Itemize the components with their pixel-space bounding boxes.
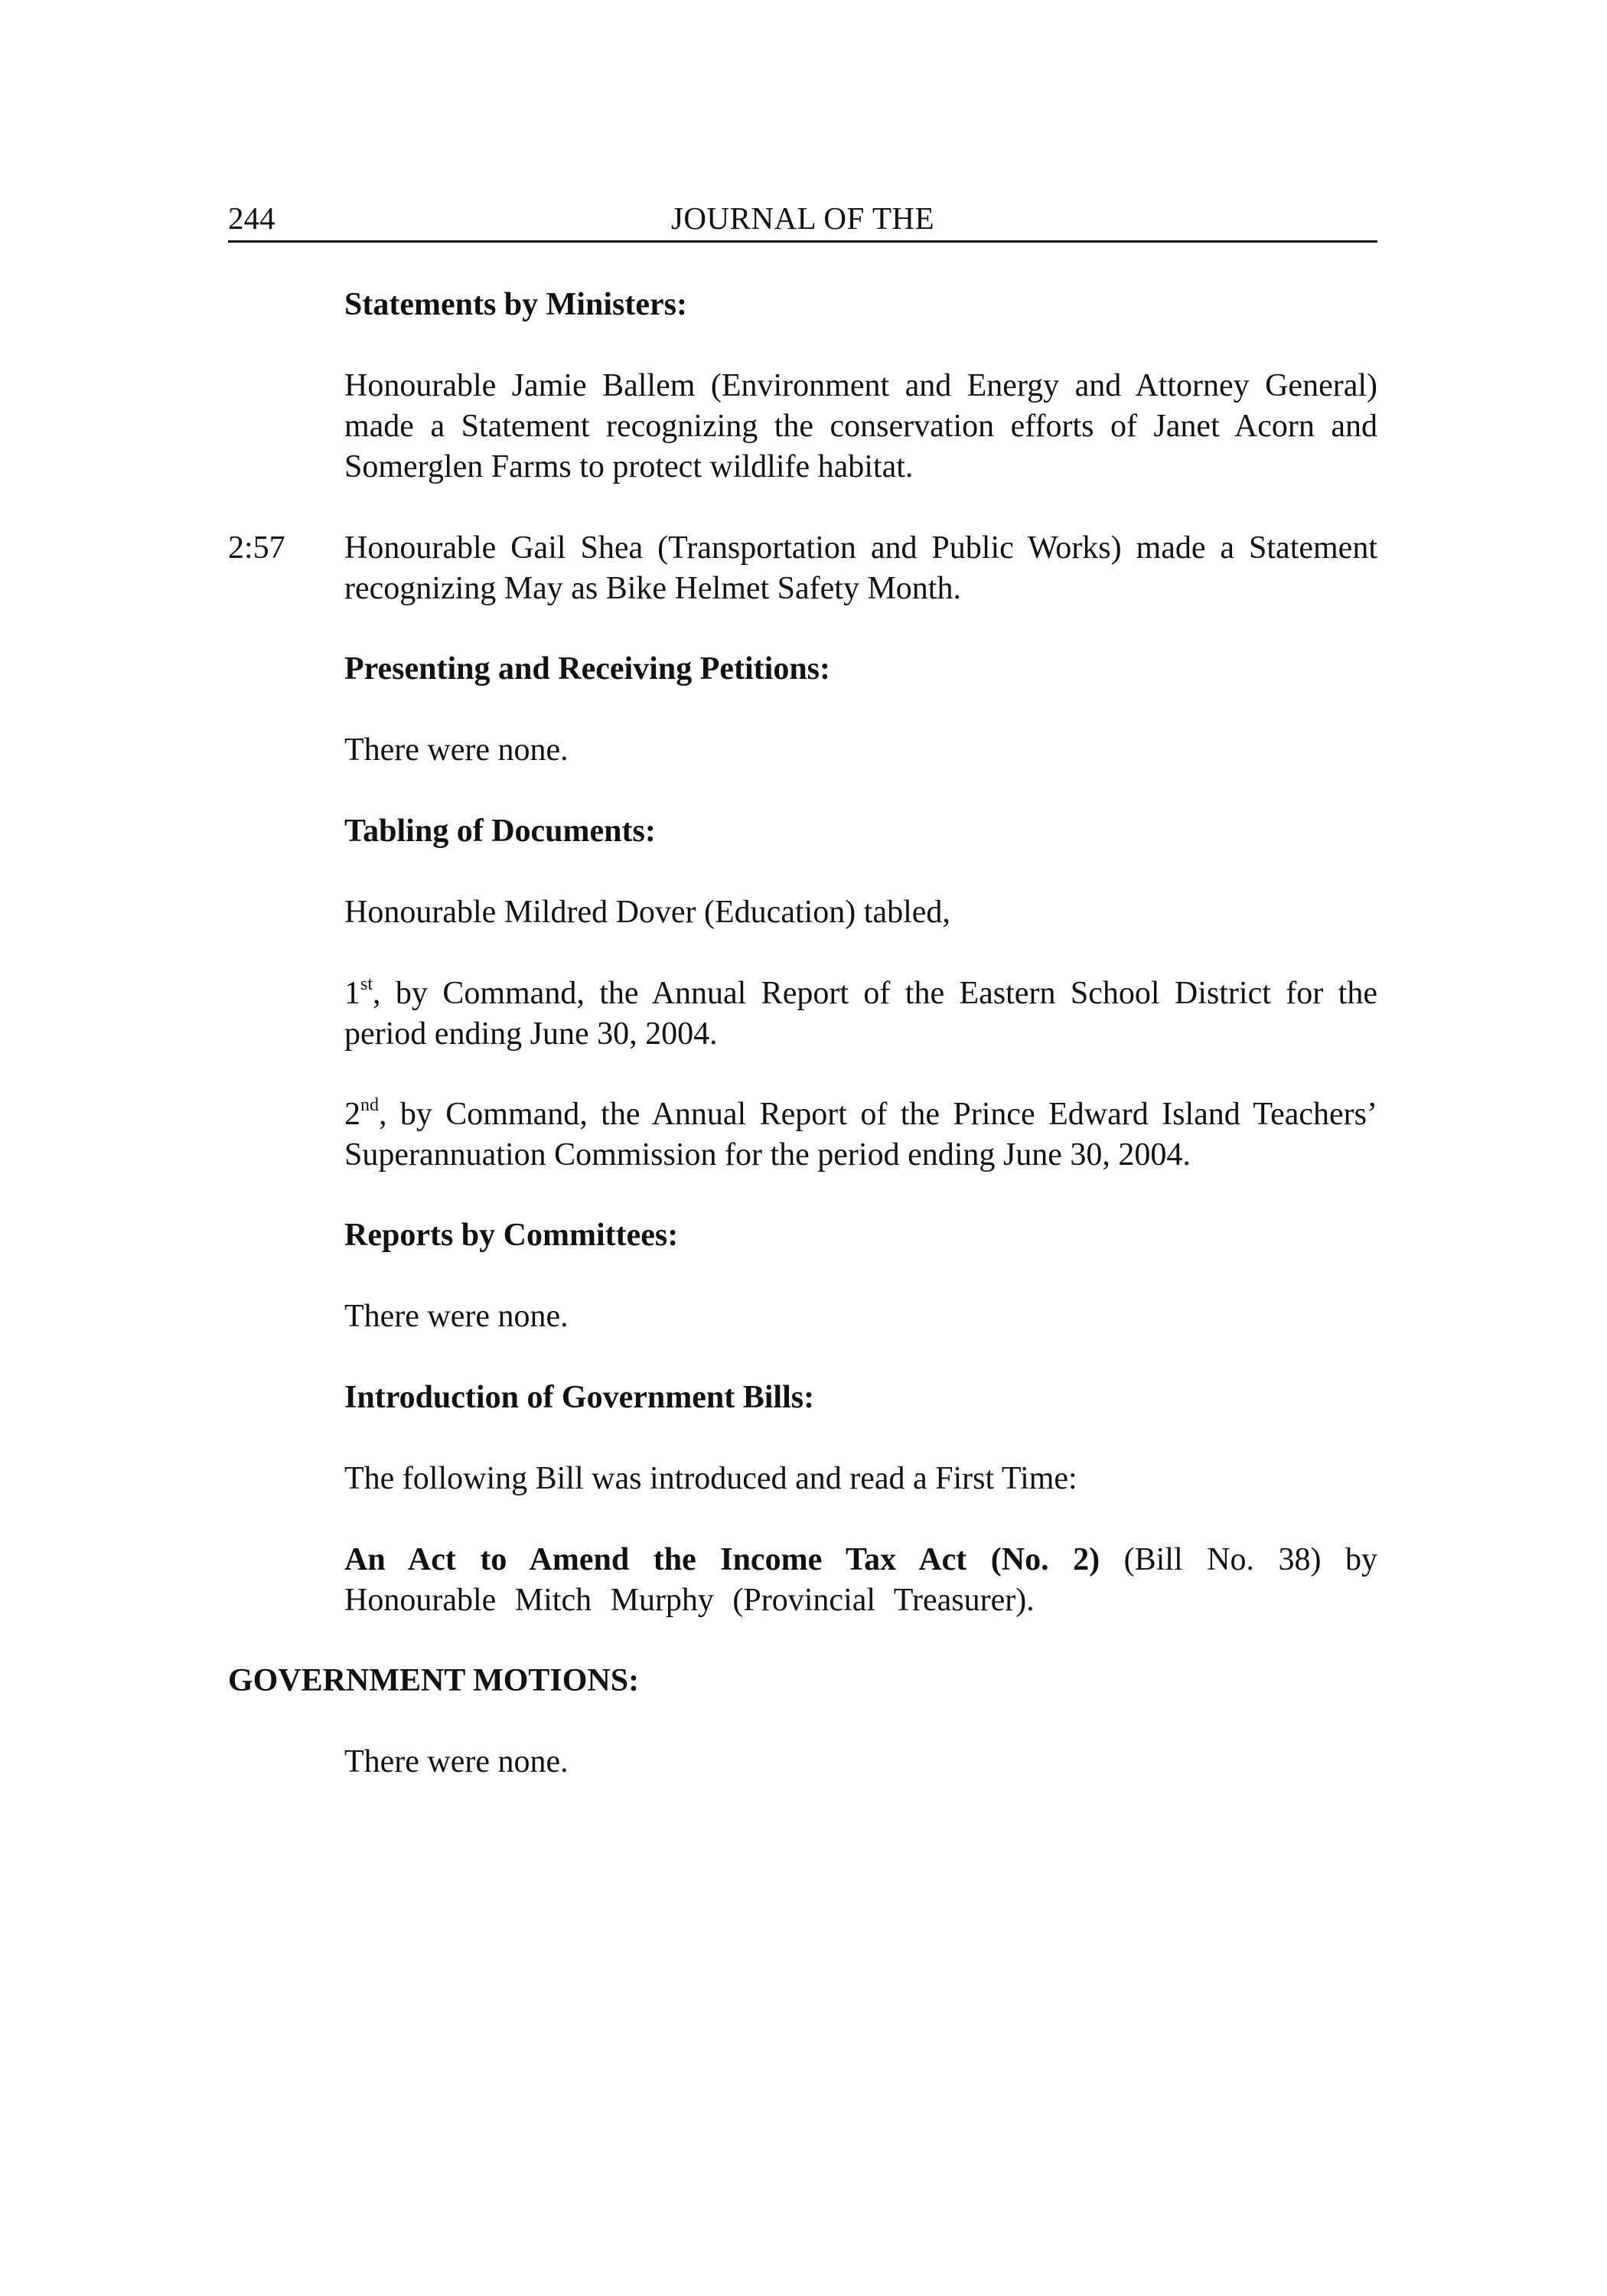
bill-title: An Act to Amend the Income Tax Act (No. 2) bbox=[344, 1542, 1100, 1577]
time-stamp: 2:57 bbox=[228, 530, 285, 566]
petitions-heading: Presenting and Receiving Petitions: bbox=[344, 651, 831, 687]
document-ordinal: 2 bbox=[344, 1097, 360, 1132]
document-description: , by Command, the Annual Report of the Prince Edward Island Teachers’ Superannuation Commission for the period ending June 30, 2004. bbox=[344, 1097, 1377, 1172]
bills-intro: The following Bill was introduced and read a First Time: bbox=[344, 1461, 1077, 1496]
ordinal-suffix: st bbox=[360, 974, 373, 994]
running-header bbox=[228, 196, 1377, 243]
tabled-document-2 bbox=[344, 1094, 1377, 1176]
motions-text: There were none. bbox=[344, 1744, 569, 1779]
petitions-text: There were none. bbox=[344, 732, 569, 768]
committees-heading: Reports by Committees: bbox=[344, 1218, 679, 1253]
bill-entry bbox=[344, 1540, 1377, 1621]
journal-title: JOURNAL OF THE bbox=[670, 201, 935, 236]
bills-heading: Introduction of Government Bills: bbox=[344, 1380, 815, 1415]
tabling-heading: Tabling of Documents: bbox=[344, 814, 656, 849]
tabled-document-1 bbox=[344, 974, 1377, 1055]
tabling-intro: Honourable Mildred Dover (Education) tabled, bbox=[344, 895, 950, 930]
page-number: 244 bbox=[228, 201, 275, 236]
motions-heading: GOVERNMENT MOTIONS: bbox=[228, 1663, 640, 1698]
committees-text: There were none. bbox=[344, 1299, 569, 1334]
ordinal-suffix: nd bbox=[360, 1095, 379, 1115]
bill-detail: (Bill No. 38) by Honourable Mitch Murphy (Provincial Treasurer). bbox=[344, 1542, 1377, 1618]
statement-shea: Honourable Gail Shea (Transportation and Public Works) made a Statement recognizing May as Bike Helmet Safety Month. bbox=[344, 530, 1377, 606]
statement-ballem: Honourable Jamie Ballem (Environment and Energy and Attorney General) made a Statement recognizing the conservation efforts of Janet Acorn and Somerglen Farms to protect wildlife habitat. bbox=[344, 368, 1377, 484]
document-description: , by Command, the Annual Report of the Eastern School District for the period ending June 30, 2004. bbox=[344, 976, 1377, 1052]
document-ordinal: 1 bbox=[344, 976, 360, 1011]
statements-heading: Statements by Ministers: bbox=[344, 287, 687, 322]
